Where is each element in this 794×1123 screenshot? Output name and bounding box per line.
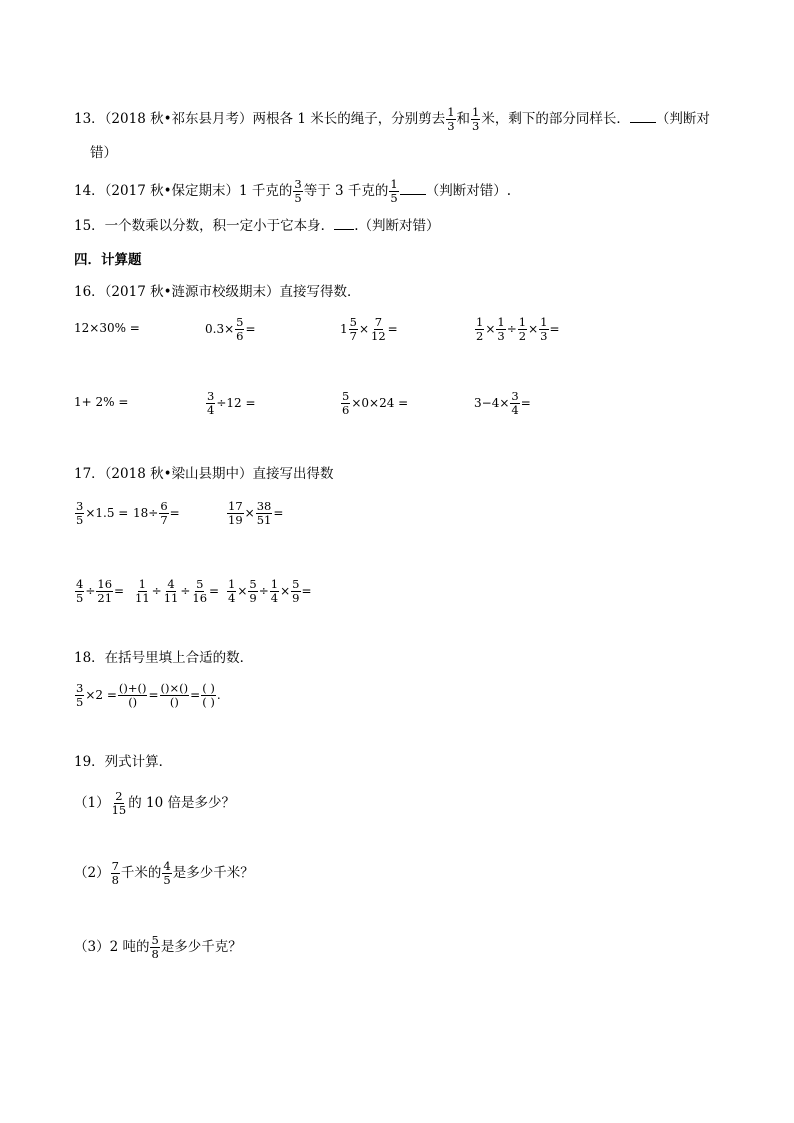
- fraction: $\frac{1}{3}$: [447, 105, 455, 133]
- fraction: $\frac{1}{5}$: [390, 177, 398, 205]
- question-19-part-2: （2） $\frac{7}{8}$ 千米的 $\frac{4}{5}$ 是多少千米？: [74, 859, 254, 887]
- expression: 12×30% =: [74, 321, 140, 335]
- section-heading: 四．计算题: [74, 252, 142, 268]
- question-19-part-1: （1） $\frac{2}{15}$ 的 10 倍是多少？: [74, 789, 235, 817]
- question-13: 13．（2018 秋•祁东县月考）两根各 1 米长的绳子，分别剪去 $\frac{1}{3}$ 和 $\frac{1}{3}$ 米，剩下的部分同样长． （判断对: [74, 105, 710, 133]
- expression: $\frac{3}{5}$ ×1.5 =: [76, 499, 129, 527]
- expression: $\frac{3}{5}$ ×2 = $\frac{()+()}{()}$ = $\frac{()\times()}{()}$ = $\frac{( )}{( )}$ .: [76, 681, 221, 709]
- expression: $\frac{4}{5}$ ÷ $\frac{16}{21}$ =: [76, 577, 125, 605]
- answer-blank[interactable]: [400, 182, 426, 195]
- question-16-title: 16．（2017 秋•涟源市校级期末）直接写得数．: [74, 284, 361, 300]
- answer-blank[interactable]: [334, 217, 354, 230]
- expression: 1 $\frac{5}{7}$ × $\frac{7}{12}$ =: [340, 315, 398, 343]
- fraction: $\frac{3}{5}$: [294, 177, 302, 205]
- expression: $\frac{5}{6}$ ×0×24 =: [342, 389, 409, 417]
- question-18-title: 18．在括号里填上合适的数．: [74, 650, 254, 666]
- question-14: 14．（2017 秋•保定期末）1 千克的 $\frac{3}{5}$ 等于 3 千克的 $\frac{1}{5}$ （判断对错）.: [74, 177, 512, 205]
- question-13-wrap: 错）: [90, 145, 117, 161]
- expression: 0.3× $\frac{5}{6}$ =: [205, 315, 256, 343]
- question-19-part-3: （3）2 吨的 $\frac{5}{8}$ 是多少千克？: [74, 933, 242, 961]
- question-19-title: 19．列式计算．: [74, 754, 173, 770]
- fraction: $\frac{1}{3}$: [472, 105, 480, 133]
- answer-blank[interactable]: [630, 110, 656, 123]
- expression: 3−4× $\frac{3}{4}$ =: [474, 389, 531, 417]
- expression: $\frac{1}{11}$ ÷ $\frac{4}{11}$ ÷ $\frac{5}{16}$ =: [135, 577, 220, 605]
- question-17-title: 17．（2018 秋•梁山县期中）直接写出得数: [74, 466, 334, 482]
- expression: $\frac{1}{2}$ × $\frac{1}{3}$ ÷ $\frac{1}{2}$ × $\frac{1}{3}$ =: [476, 315, 560, 343]
- expression: 1+ 2% =: [74, 395, 129, 409]
- expression: 18÷ $\frac{6}{7}$ =: [133, 499, 180, 527]
- expression: $\frac{1}{4}$ × $\frac{5}{9}$ ÷ $\frac{1}{4}$ × $\frac{5}{9}$ =: [228, 577, 312, 605]
- expression: $\frac{3}{4}$ ÷12 =: [207, 389, 256, 417]
- question-15: 15．一个数乘以分数，积一定小于它本身． .（判断对错）: [74, 218, 440, 234]
- expression: $\frac{17}{19}$ × $\frac{38}{51}$ =: [228, 499, 284, 527]
